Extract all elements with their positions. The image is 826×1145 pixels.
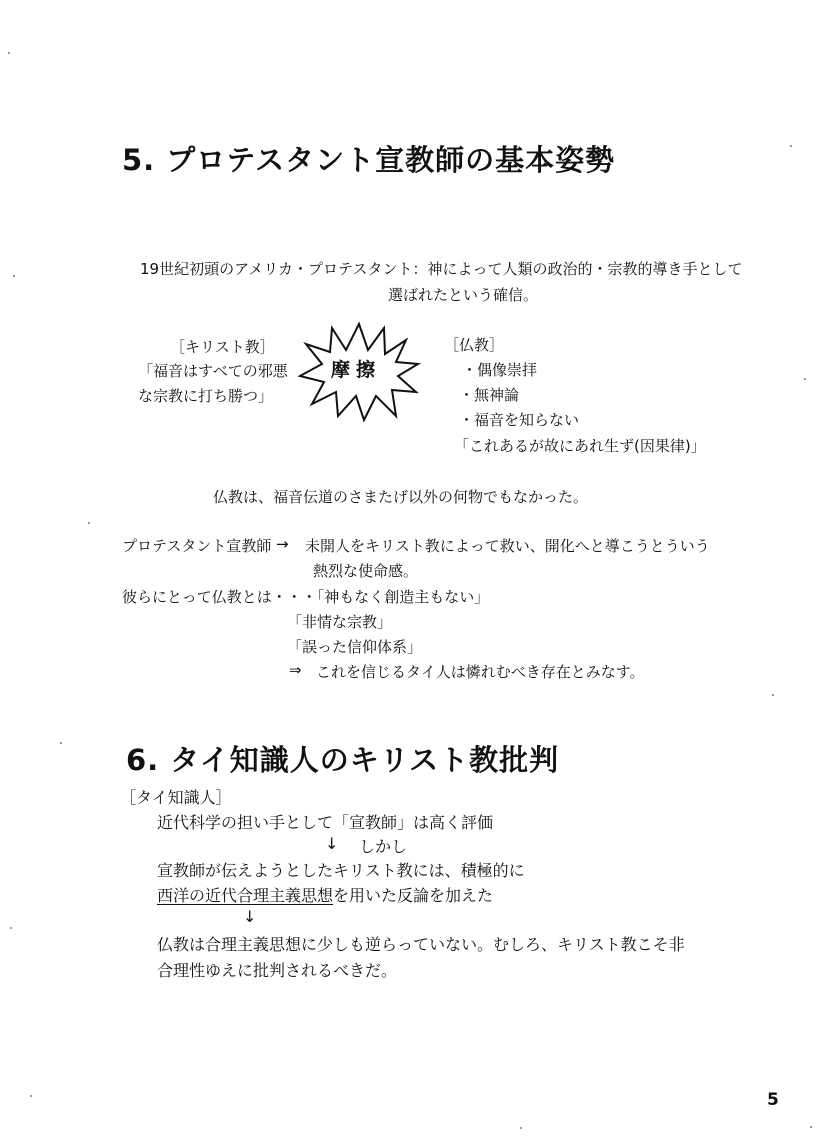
buddhism-causality: 「これあるが故にあれ生ず(因果律)」 [454, 437, 706, 455]
thai-intellectuals-label: ［タイ知識人］ [120, 788, 232, 807]
buddhism-item-2: ・無神論 [459, 386, 520, 404]
page-number: 5 [767, 1090, 779, 1110]
missionary-desc-line-1: 未開人をキリスト教によって救い、開化へと導こうとういう [305, 537, 710, 555]
down-arrow-2: ↓ [243, 907, 257, 926]
conclusion-line: これを信じるタイ人は憐れむべき存在とみなす。 [316, 663, 645, 681]
section6-heading: 6. タイ知識人のキリスト教批判 [126, 743, 560, 777]
missionary-desc-line-2: 熱烈な使命感。 [313, 562, 419, 580]
summary-line: 仏教は、福音伝道のさまたげ以外の何物でもなかった。 [213, 488, 589, 506]
christian-quote-line-1: 「福音はすべての邪悪 [138, 362, 288, 380]
section6-line-2: 宣教師が伝えようとしたキリスト教には、積極的に [157, 861, 525, 880]
section6-line-3 [157, 883, 493, 906]
intro-line-2: 選ばれたという確信。 [388, 286, 539, 304]
friction-label: 摩擦 [331, 359, 382, 381]
view-intro: 彼らにとって仏教とは・・・「神もなく創造主もない」 [122, 588, 490, 606]
buddhism-item-1: ・偶像崇拝 [462, 361, 538, 379]
buddhism-label: ［仏教］ [444, 336, 505, 354]
down-arrow-1: ↓ [325, 834, 339, 853]
section6-line-3-rest: を用いた反論を加えた [333, 886, 494, 905]
christian-quote-line-2: な宗教に打ち勝つ」 [138, 387, 274, 405]
intro-line-1: 19世紀初頭のアメリカ・プロテスタント：神によって人類の政治的・宗教的導き手として [140, 260, 743, 278]
implies-symbol: ⇒ [289, 661, 302, 679]
however-text: しかし [359, 837, 408, 856]
section5-heading: 5. プロテスタント宣教師の基本姿勢 [122, 143, 616, 177]
buddhism-item-3: ・福音を知らない [459, 411, 580, 429]
section6-line-1: 近代科学の担い手として「宣教師」は高く評価 [157, 813, 494, 832]
underlined-western-rationalism: 西洋の近代合理主義思想 [157, 886, 334, 905]
christian-label: ［キリスト教］ [170, 338, 275, 356]
view-item-1: 「非情な宗教」 [287, 613, 393, 631]
section6-line-4: 仏教は合理主義思想に少しも逆らっていない。むしろ、キリスト教こそ非 [157, 935, 685, 954]
section6-line-5: 合理性ゆえに批判されるべきだ。 [157, 961, 398, 980]
right-arrow: → [276, 535, 289, 553]
missionary-label: プロテスタント宣教師 [122, 537, 272, 555]
view-item-2: 「誤った信仰体系」 [287, 638, 423, 656]
